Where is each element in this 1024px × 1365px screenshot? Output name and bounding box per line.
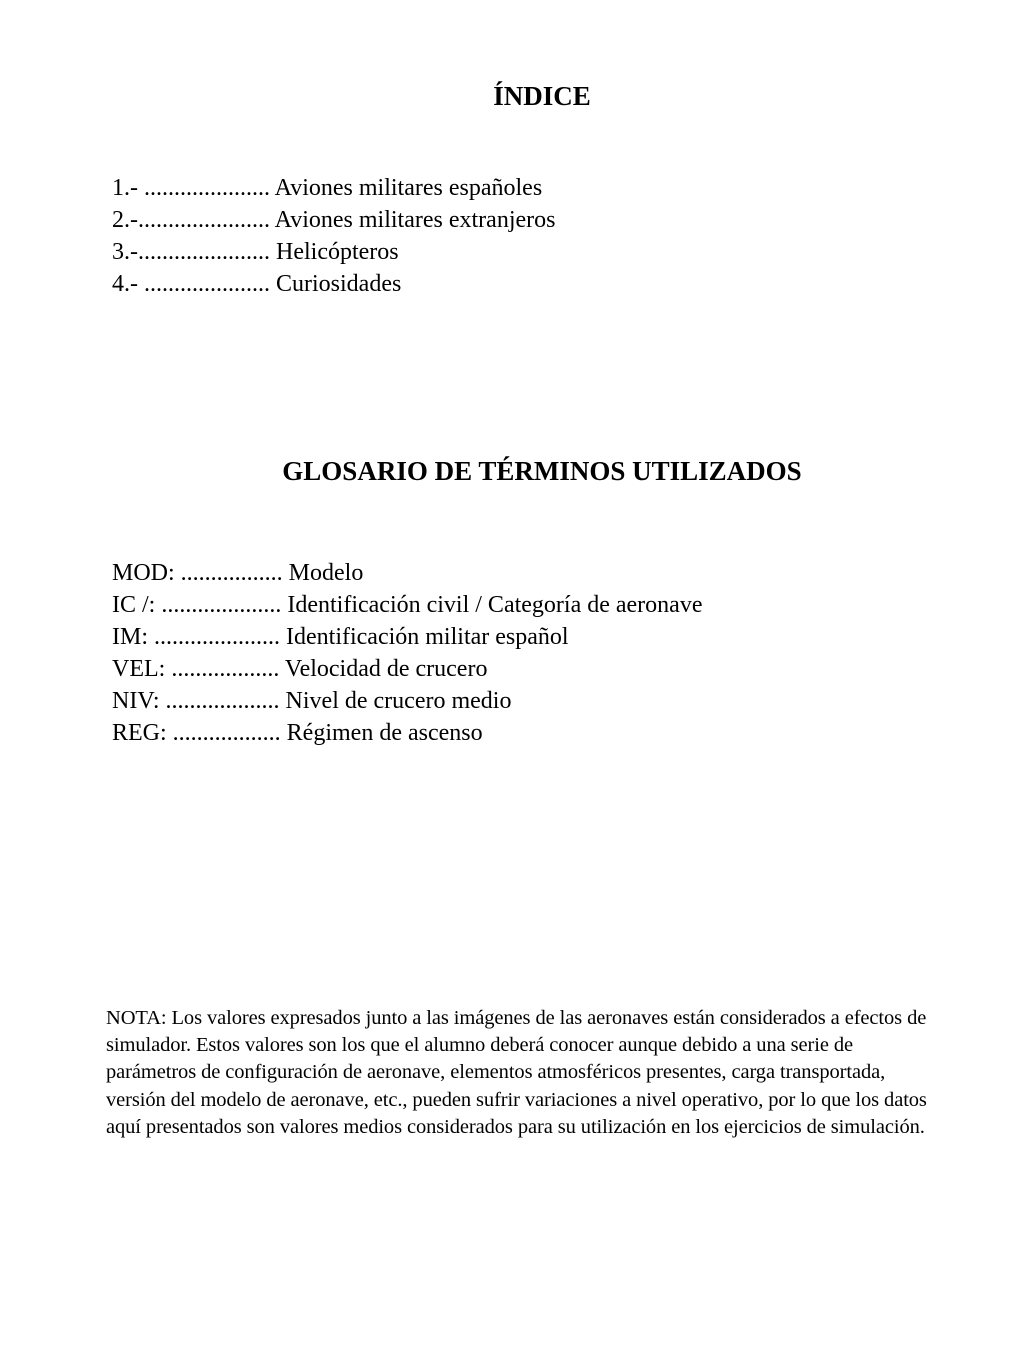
indice-item-leader: ..................... [144, 271, 270, 297]
indice-item-label: Curiosidades [270, 271, 402, 297]
glosario-item [112, 621, 702, 653]
glosario-leader: .................. [171, 656, 280, 682]
glosario-leader: .................. [172, 720, 281, 746]
glosario-definition: Identificación civil / Categoría de aeronave [281, 592, 703, 618]
glosario-term: NIV: [112, 688, 166, 714]
indice-item-leader: ...................... [138, 207, 270, 233]
glosario-item [112, 717, 702, 749]
indice-item-number: 1.- [112, 175, 144, 201]
glosario-definition: Identificación militar español [280, 624, 569, 650]
indice-item-number: 3.- [112, 239, 138, 265]
indice-item [112, 268, 555, 300]
glosario-definition: Nivel de crucero medio [279, 688, 512, 714]
glosario-leader: ..................... [154, 624, 280, 650]
glosario-term: IC /: [112, 592, 162, 618]
indice-title: ÍNDICE [493, 81, 591, 111]
glosario-item [112, 589, 702, 621]
glosario-term: IM: [112, 624, 154, 650]
indice-item-label: Aviones militares extranjeros [270, 207, 556, 233]
glosario-leader: ................. [180, 560, 283, 586]
glosario-title: GLOSARIO DE TÉRMINOS UTILIZADOS [282, 456, 802, 486]
glosario-item [112, 653, 702, 685]
indice-item [112, 204, 555, 236]
glosario-term: REG: [112, 720, 173, 746]
glosario-definition: Modelo [282, 560, 364, 586]
glosario-definition: Régimen de ascenso [280, 720, 483, 746]
indice-item-label: Helicópteros [270, 239, 399, 265]
indice-item-number: 4.- [112, 271, 144, 297]
glosario-list [112, 557, 702, 749]
indice-item-leader: ..................... [144, 175, 270, 201]
glosario-definition: Velocidad de crucero [279, 656, 488, 682]
glosario-term: VEL: [112, 656, 172, 682]
indice-item-leader: ...................... [138, 239, 270, 265]
indice-item [112, 172, 555, 204]
indice-list [112, 172, 555, 300]
indice-item-label: Aviones militares españoles [270, 175, 543, 201]
glosario-leader: ................... [165, 688, 280, 714]
glosario-term: MOD: [112, 560, 181, 586]
glosario-leader: .................... [161, 592, 282, 618]
glosario-item [112, 685, 702, 717]
nota-paragraph: NOTA: Los valores expresados junto a las imágenes de las aeronaves están considerados a efectos de simulador. Estos valores son los que el alumno deberá conocer aunque debido a una serie de parámetros de configuración de aeronave, elementos atmosféricos presentes, carga transportada, versión del modelo de aeronave, etc., pueden sufrir variaciones a nivel operativo, por lo que los datos aquí presentados son valores medios considerados para su utilización en los ejercicios de simulación. [106, 1007, 927, 1138]
glosario-item [112, 557, 702, 589]
indice-item-number: 2.- [112, 207, 138, 233]
indice-item [112, 236, 555, 268]
